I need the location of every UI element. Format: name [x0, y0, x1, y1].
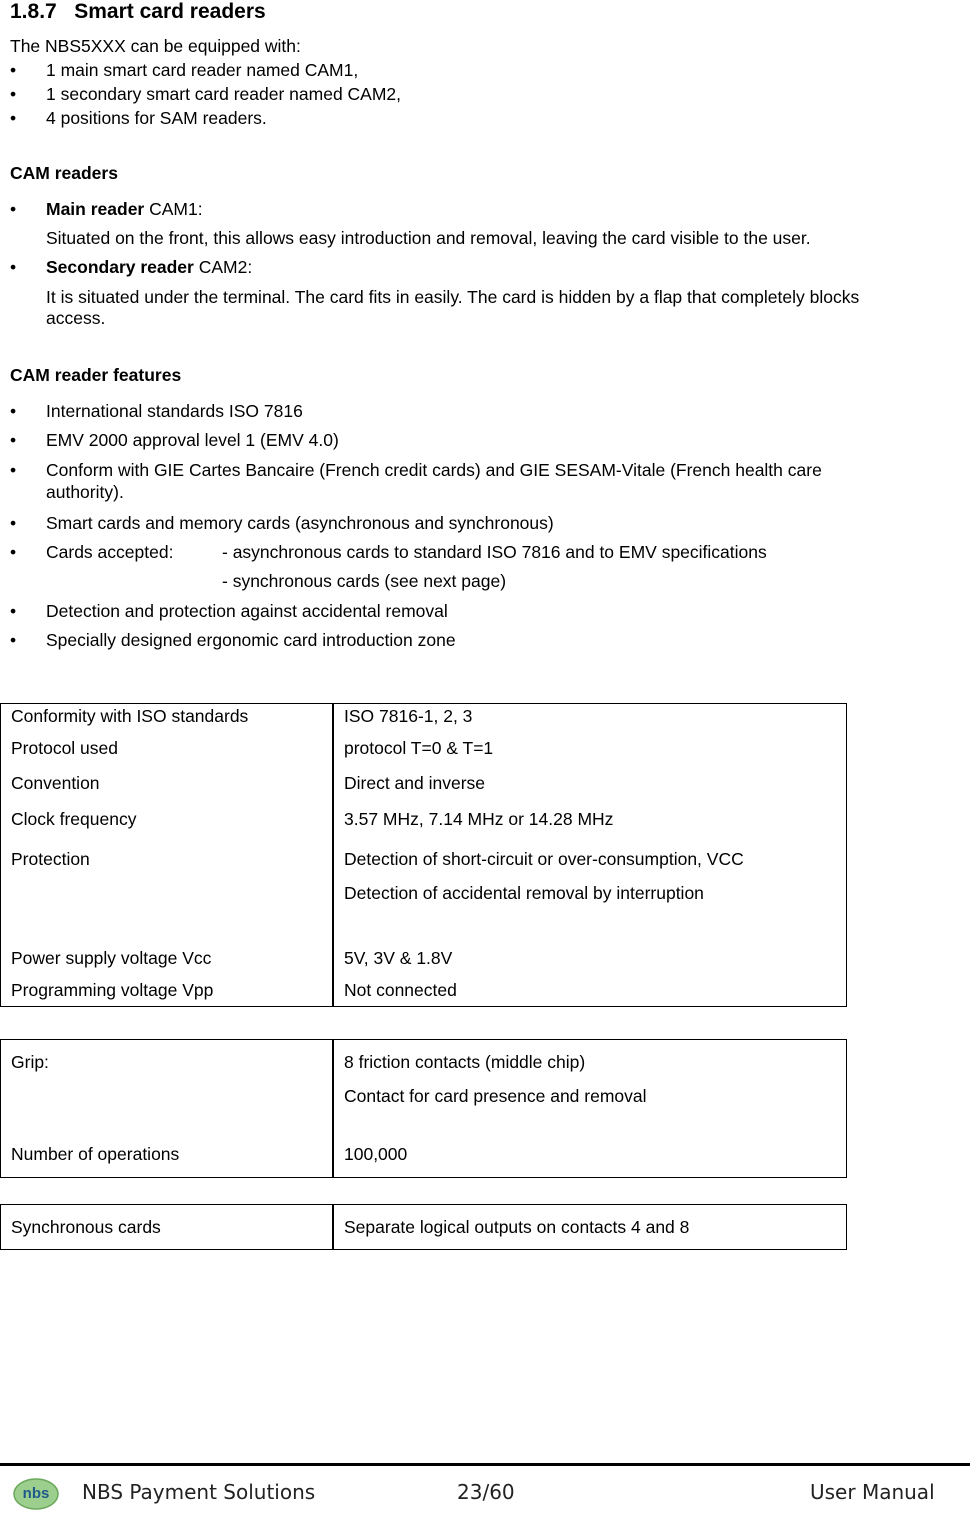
- nbs-logo: [12, 1472, 60, 1510]
- feature-item: Conform with GIE Cartes Bancaire (French credit cards) and GIE SESAM-Vitale (French health care: [46, 460, 822, 480]
- feature-item: EMV 2000 approval level 1 (EMV 4.0): [46, 430, 339, 450]
- main-reader-line: [46, 199, 203, 220]
- bullet-icon: •: [10, 84, 17, 104]
- features-title: CAM reader features: [10, 365, 182, 385]
- convention-value: Direct and inverse: [344, 773, 486, 793]
- protection-label: Protection: [11, 849, 90, 869]
- intro-item: 1 secondary smart card reader named CAM2,: [46, 84, 402, 104]
- secondary-reader-id: CAM2:: [193, 257, 253, 277]
- footer-doc-title: User Manual: [810, 1480, 935, 1504]
- bullet-icon: •: [10, 199, 17, 219]
- feature-item: International standards ISO 7816: [46, 401, 303, 421]
- bullet-icon: •: [10, 542, 17, 562]
- secondary-reader-line: [46, 257, 252, 278]
- sync-value: Separate logical outputs on contacts 4 and 8: [344, 1217, 690, 1237]
- secondary-reader-desc-1: It is situated under the terminal. The card fits in easily. The card is hidden by a flap that completely blocks: [46, 287, 860, 307]
- feature-item-cont: authority).: [46, 482, 124, 502]
- bullet-icon: •: [10, 401, 17, 421]
- feature-item: Detection and protection against accidental removal: [46, 601, 448, 621]
- feature-item: Smart cards and memory cards (asynchronous and synchronous): [46, 513, 554, 533]
- cards-accepted-async: - asynchronous cards to standard ISO 7816 and to EMV specifications: [222, 542, 767, 562]
- protection-value-2: Detection of accidental removal by interruption: [344, 883, 704, 903]
- main-reader-desc: Situated on the front, this allows easy introduction and removal, leaving the card visible to the user.: [46, 228, 811, 248]
- spec-table-electrical: [0, 703, 847, 1007]
- footer-rule: [0, 1463, 970, 1466]
- sync-label: Synchronous cards: [11, 1217, 161, 1237]
- bullet-icon: •: [10, 257, 17, 277]
- clock-label: Clock frequency: [11, 809, 137, 829]
- operations-label: Number of operations: [11, 1144, 180, 1164]
- cards-accepted-sync: - synchronous cards (see next page): [222, 571, 507, 591]
- cards-accepted-label: Cards accepted:: [46, 542, 174, 562]
- bullet-icon: •: [10, 430, 17, 450]
- cam-readers-title: CAM readers: [10, 163, 118, 183]
- operations-value: 100,000: [344, 1144, 408, 1164]
- iso-value: ISO 7816-1, 2, 3: [344, 706, 473, 726]
- section-heading: [10, 0, 266, 24]
- main-reader-id: CAM1:: [144, 199, 203, 219]
- vcc-value: 5V, 3V & 1.8V: [344, 948, 453, 968]
- iso-label: Conformity with ISO standards: [11, 706, 249, 726]
- vpp-value: Not connected: [344, 980, 457, 1000]
- convention-label: Convention: [11, 773, 100, 793]
- secondary-reader-label: Secondary reader: [46, 257, 194, 277]
- footer-company: NBS Payment Solutions: [82, 1480, 316, 1504]
- feature-item: Specially designed ergonomic card introduction zone: [46, 630, 456, 650]
- nbs-logo-text: nbs: [22, 1485, 50, 1502]
- bullet-icon: •: [10, 108, 17, 128]
- bullet-icon: •: [10, 601, 17, 621]
- secondary-reader-desc-2: access.: [46, 308, 106, 328]
- bullet-icon: •: [10, 60, 17, 80]
- bullet-icon: •: [10, 460, 17, 480]
- spec-table-sync: [0, 1204, 847, 1250]
- protocol-value: protocol T=0 & T=1: [344, 738, 494, 758]
- grip-label: Grip:: [11, 1052, 49, 1072]
- grip-value-1: 8 friction contacts (middle chip): [344, 1052, 586, 1072]
- bullet-icon: •: [10, 513, 17, 533]
- intro-item: 1 main smart card reader named CAM1,: [46, 60, 359, 80]
- vcc-label: Power supply voltage Vcc: [11, 948, 212, 968]
- section-number: 1.8.7: [10, 0, 57, 23]
- bullet-icon: •: [10, 630, 17, 650]
- grip-value-2: Contact for card presence and removal: [344, 1086, 647, 1106]
- protection-value-1: Detection of short-circuit or over-consumption, VCC: [344, 849, 744, 869]
- protocol-label: Protocol used: [11, 738, 119, 758]
- spec-table-mechanical: [0, 1039, 847, 1178]
- intro-text: The NBS5XXX can be equipped with:: [10, 36, 301, 56]
- footer-page-number: 23/60: [457, 1480, 515, 1504]
- main-reader-label: Main reader: [46, 199, 145, 219]
- clock-value: 3.57 MHz, 7.14 MHz or 14.28 MHz: [344, 809, 614, 829]
- vpp-label: Programming voltage Vpp: [11, 980, 214, 1000]
- section-title: Smart card readers: [74, 0, 266, 23]
- intro-item: 4 positions for SAM readers.: [46, 108, 267, 128]
